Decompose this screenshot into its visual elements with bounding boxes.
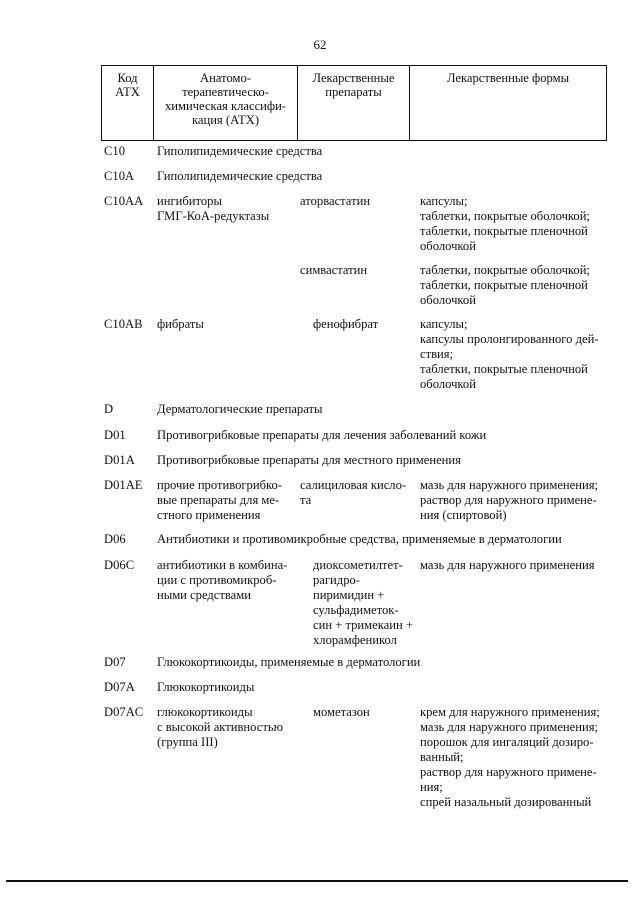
atc-name: Антибиотики и противомикробные средства, применяемые в дерматологии (157, 532, 562, 546)
dosage-forms: крем для наружного применения; мазь для наружного применения; порошок для ингаляций дозиро- ванный; раствор для наружного примене- ния; спрей назальный дозированный (420, 705, 600, 809)
atc-name: Противогрибковые препараты для лечения заболеваний кожи (157, 428, 487, 442)
atc-name: Гиполипидемические средства (157, 144, 323, 158)
atc-code: D01A (104, 453, 135, 467)
atc-group: прочие противогрибко- вые препараты для ме- стного применения (157, 478, 282, 522)
atc-code: D01 (104, 428, 126, 442)
drug-name: симвастатин (300, 263, 368, 277)
atc-name: Дерматологические препараты (157, 402, 323, 416)
footer-rule (6, 880, 628, 882)
header-classification: Анатомо- терапевтическо- химическая классифи- кация (АТХ) (154, 66, 298, 140)
header-drugs: Лекарственные препараты (298, 66, 410, 140)
atc-code: D01AE (104, 478, 143, 492)
drug-name: диоксометилтет- рагидро- пиримидин + сульфадиметок- син + тримекаин + хлорамфеникол (313, 558, 413, 647)
atc-code: D06C (104, 558, 135, 572)
atc-name: Глюкокортикоиды, применяемые в дерматологии (157, 655, 421, 669)
atc-code: D07 (104, 655, 126, 669)
atc-name: Гиполипидемические средства (157, 169, 323, 183)
page-number: 62 (313, 37, 327, 52)
atc-group: глюкокортикоиды с высокой активностью (группа III) (157, 705, 284, 749)
atc-code: C10 (104, 144, 125, 158)
atc-code: D07AC (104, 705, 144, 719)
atc-code: D (104, 402, 114, 416)
dosage-forms: мазь для наружного применения; раствор для наружного примене- ния (спиртовой) (420, 478, 599, 522)
atc-name: Глюкокортикоиды (157, 680, 255, 694)
atc-code: C10AA (104, 194, 144, 208)
atc-code: D07A (104, 680, 135, 694)
atc-group: фибраты (157, 317, 204, 331)
atc-group: антибиотики в комбина- ции с противомикроб- ными средствами (157, 558, 288, 602)
header-code: Код АТХ (102, 66, 154, 140)
drug-name: аторвастатин (300, 194, 371, 208)
atc-code: C10AB (104, 317, 143, 331)
atc-code: C10A (104, 169, 135, 183)
drug-name: мометазон (313, 705, 370, 719)
header-forms: Лекарственные формы (446, 71, 570, 85)
atc-group: ингибиторы ГМГ-КоА-редуктазы (157, 194, 270, 223)
atc-code: D06 (104, 532, 126, 546)
dosage-forms: таблетки, покрытые оболочкой; таблетки, покрытые пленочной оболочкой (420, 263, 590, 307)
drug-name: фенофибрат (313, 317, 379, 331)
drug-name: салициловая кисло- та (300, 478, 407, 507)
dosage-forms: мазь для наружного применения (420, 558, 595, 572)
table-header (101, 65, 607, 141)
atc-name: Противогрибковые препараты для местного применения (157, 453, 461, 467)
dosage-forms: капсулы; таблетки, покрытые оболочкой; таблетки, покрытые пленочной оболочкой (420, 194, 590, 253)
dosage-forms: капсулы; капсулы пролонгированного дей- ствия; таблетки, покрытые пленочной оболочкой (420, 317, 599, 391)
